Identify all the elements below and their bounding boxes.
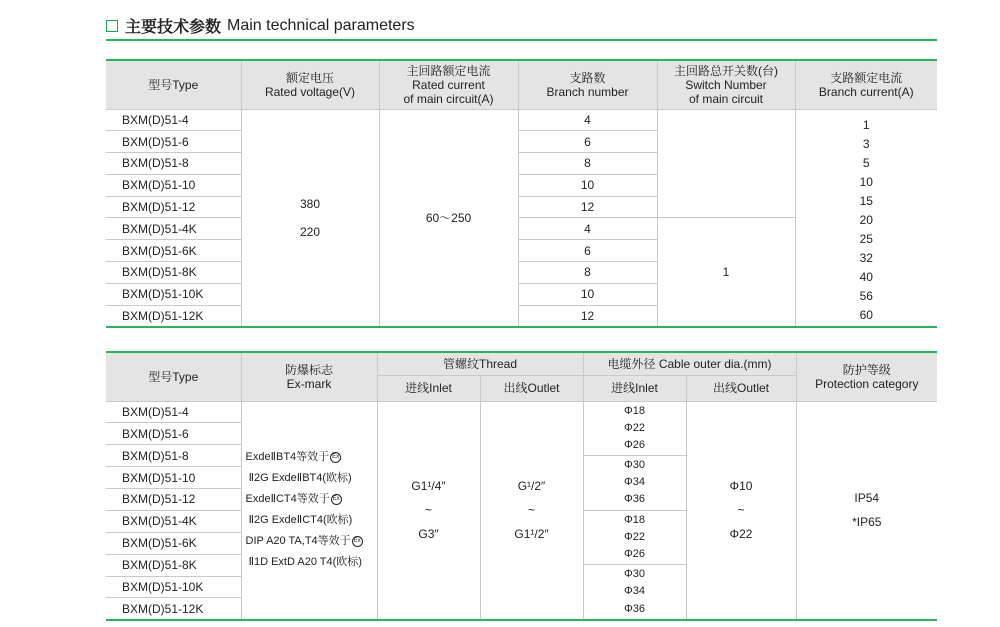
header-cable-inlet: 进线Inlet bbox=[583, 375, 686, 401]
model-cell: BXM(D)51-10K bbox=[106, 576, 241, 598]
header-main-current: 主回路额定电流 Rated current of main circuit(A) bbox=[379, 60, 518, 109]
branch-number-cell: 12 bbox=[518, 305, 657, 327]
branch-number-cell: 8 bbox=[518, 153, 657, 175]
header-branch-number: 支路数 Branch number bbox=[518, 60, 657, 109]
branch-number-cell: 10 bbox=[518, 283, 657, 305]
model-cell: BXM(D)51-12 bbox=[106, 196, 241, 218]
header-rated-voltage: 额定电压 Rated voltage(V) bbox=[241, 60, 379, 109]
model-cell: BXM(D)51-8K bbox=[106, 554, 241, 576]
header-cable-dia: 电缆外径 Cable outer dia.(mm) bbox=[583, 352, 796, 375]
ex-symbol-icon: Ex bbox=[330, 452, 341, 463]
ex-symbol-icon: Ex bbox=[352, 536, 363, 547]
ex-mark-cell: ExdeⅡBT4等效于 Ex Ⅱ2G ExdeⅡBT4(欧标) ExdeⅡCT4等效于 Ex Ⅱ2G ExdeⅡCT4(欧标) DIP A20 TA,T4等效于 Ex Ⅱ1D ExtD A20 T4(欧标) bbox=[241, 401, 377, 620]
cable-outlet-cell: Φ10 ~ Φ22 bbox=[686, 401, 796, 620]
branch-number-cell: 4 bbox=[518, 109, 657, 131]
model-cell: BXM(D)51-12 bbox=[106, 489, 241, 511]
model-cell: BXM(D)51-8 bbox=[106, 445, 241, 467]
header-thread: 管螺纹Thread bbox=[377, 352, 583, 375]
model-cell: BXM(D)51-12K bbox=[106, 305, 241, 327]
model-cell: BXM(D)51-4K bbox=[106, 510, 241, 532]
switch-number-cell: 1 bbox=[657, 218, 795, 327]
header-model: 型号Type bbox=[106, 352, 241, 401]
title-rule bbox=[106, 39, 937, 41]
header-thread-inlet: 进线Inlet bbox=[377, 375, 480, 401]
branch-number-cell: 8 bbox=[518, 262, 657, 284]
header-thread-outlet: 出线Outlet bbox=[480, 375, 583, 401]
model-cell: BXM(D)51-6K bbox=[106, 532, 241, 554]
model-cell: BXM(D)51-4 bbox=[106, 401, 241, 423]
thread-inlet-cell: G1¹/4″ ~ G3″ bbox=[377, 401, 480, 620]
rated-parameters-table bbox=[106, 59, 937, 328]
switch-number-cell-upper bbox=[657, 109, 795, 218]
branch-number-cell: 12 bbox=[518, 196, 657, 218]
branch-number-cell: 6 bbox=[518, 240, 657, 262]
model-cell: BXM(D)51-10 bbox=[106, 174, 241, 196]
checkbox-square-icon bbox=[106, 20, 118, 32]
branch-number-cell: 4 bbox=[518, 218, 657, 240]
model-cell: BXM(D)51-12K bbox=[106, 598, 241, 620]
branch-current-cell: 1 3 5 10 15 20 25 32 40 56 60 bbox=[795, 109, 937, 327]
model-cell: BXM(D)51-10 bbox=[106, 467, 241, 489]
model-cell: BXM(D)51-8 bbox=[106, 153, 241, 175]
header-protection: 防护等级 Protection category bbox=[796, 352, 937, 401]
model-cell: BXM(D)51-8K bbox=[106, 262, 241, 284]
section-title-en: Main technical parameters bbox=[227, 16, 415, 34]
header-model: 型号Type bbox=[106, 60, 241, 109]
model-cell: BXM(D)51-6K bbox=[106, 240, 241, 262]
model-cell: BXM(D)51-4K bbox=[106, 218, 241, 240]
section-title bbox=[106, 14, 415, 37]
header-cable-outlet: 出线Outlet bbox=[686, 375, 796, 401]
cable-inlet-cell: Φ18 Φ22 Φ26 Φ30 Φ34 Φ36 Φ18 Φ22 Φ26 Φ30 Φ34 Φ36 bbox=[583, 401, 686, 620]
thread-outlet-cell: G¹/2″ ~ G1¹/2″ bbox=[480, 401, 583, 620]
header-switch-number: 主回路总开关数(台) Switch Number of main circuit bbox=[657, 60, 795, 109]
branch-number-cell: 6 bbox=[518, 131, 657, 153]
model-cell: BXM(D)51-6 bbox=[106, 131, 241, 153]
model-cell: BXM(D)51-10K bbox=[106, 283, 241, 305]
ex-thread-table bbox=[106, 351, 937, 621]
header-ex-mark: 防爆标志 Ex-mark bbox=[241, 352, 377, 401]
model-cell: BXM(D)51-6 bbox=[106, 423, 241, 445]
voltage-cell: 380 220 bbox=[241, 109, 379, 327]
branch-number-cell: 10 bbox=[518, 174, 657, 196]
main-current-cell: 60～250 bbox=[379, 109, 518, 327]
section-title-zh: 主要技术参数 bbox=[125, 19, 222, 36]
header-branch-current: 支路额定电流 Branch current(A) bbox=[795, 60, 937, 109]
model-cell: BXM(D)51-4 bbox=[106, 109, 241, 131]
ex-symbol-icon: Ex bbox=[331, 494, 342, 505]
protection-cell: IP54 *IP65 bbox=[796, 401, 937, 620]
